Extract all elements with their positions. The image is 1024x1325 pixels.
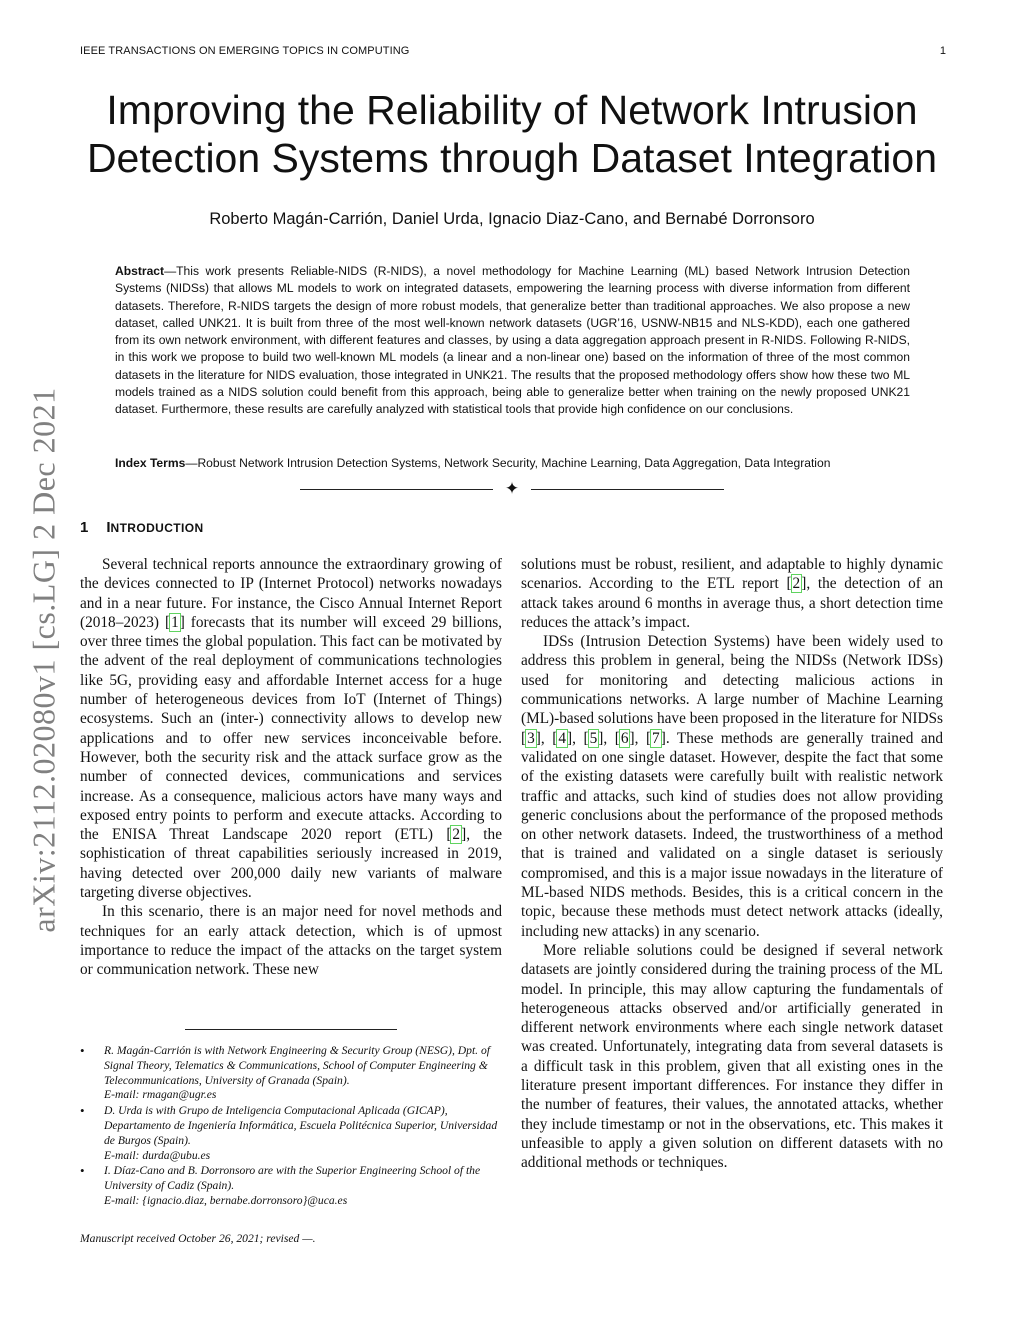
bullet-icon: • [80, 1043, 85, 1058]
section-title-rest: NTRODUCTION [110, 521, 204, 535]
title-line-2: Detection Systems through Dataset Integration [86, 135, 938, 181]
section-heading-introduction [80, 519, 204, 536]
citation-link[interactable]: 1 [171, 613, 179, 631]
abstract-label: Abstract [115, 264, 165, 278]
citation-separator: , [634, 729, 646, 747]
abstract [115, 263, 910, 419]
footnote-email: E-mail: rmagan@ugr.es [104, 1088, 217, 1102]
index-terms-text: —Robust Network Intrusion Detection Systems, Network Security, Machine Learning, Data Aggregation, Data Integration [185, 456, 831, 470]
footnote-item [80, 1104, 502, 1163]
footnote-email: E-mail: durda@ubu.es [104, 1148, 211, 1162]
paragraph: In this scenario, there is an major need for novel methods and techniques for an early attack detection, which is of upmost importance to reduce the impact of the attacks on the target system or communication network. These new [80, 903, 502, 979]
citation-link[interactable]: 3 [527, 729, 535, 747]
citation-link[interactable]: 2 [452, 826, 461, 844]
index-terms [115, 455, 910, 472]
paragraph: More reliable solutions could be designed if several network datasets are jointly considered during the training process of the ML model. In principle, this may allow capturing the fundamentals of heterogeneous attacks observed and/or artificially generated in different network environments where each single network dataset was created. Unfortunately, integrating data from several datasets is a difficult task in this problem, given that all existing ones in the literature present important differences. For instance they differ in the number of features, their values, the annotated attacks, whether they include timestamp or not in the observations, etc. This makes it unfeasible to apply a given solution on different datasets with no additional methods or techniques. [521, 941, 943, 1172]
index-terms-label: Index Terms [115, 456, 186, 470]
paragraph: Several technical reports announce the extraordinary growing of the devices connected to IP (Internet Protocol) networks nowadays and in a near future. For instance, the Cisco Annual Internet Report (2018–2023) [1] forecasts that its number will exceed 29 billions, over three times the global population. This fact can be motivated by the advent of the real deployment of communications technologies like 5G, providing easy and affordable Internet access for a huge number of heterogeneous devices from IoT (Internet of Things) ecosystems. Such an (inter-) connectivity allows to develop new applications and to offer new services inconceivable before. However, both the security risk and the attack surface grow as the number of connected devices, communications and services increase. As a consequence, malicious actors have many ways and exposed entry points to perform and execute attacks. According to the ENISA Threat Landscape 2020 report (ETL) [2], the sophistication of threat capabilities seriously increased in 2019, having detected over 200,000 daily new variants of malware targeting diverse objectives. [80, 556, 502, 902]
left-column [80, 555, 502, 980]
author-list: Roberto Magán-Carrión, Daniel Urda, Ignacio Diaz-Cano, and Bernabé Dorronsoro [209, 210, 815, 228]
citation-link[interactable]: 5 [589, 729, 598, 747]
diamond-ornament-icon: ✦ [504, 479, 520, 498]
paragraph: solutions must be robust, resilient, and adaptable to highly dynamic scenarios. According to the ETL report [2], the detection of an attack takes around 6 months in average thus, a short detection time reduces the attack’s impact. [521, 556, 943, 631]
paragraph-text: Several technical reports announce the extraordinary growing of the devices connected to IP (Internet Protocol) networks nowadays and in a near future. For instance, the Cisco Annual Internet Report (2018–2023) [80, 556, 502, 631]
footnote-item [80, 1044, 502, 1103]
paragraph-text: forecasts that its number will exceed 29 billions, over three times the global population. This fact can be motivated by the advent of the real deployment of communications technologies like 5G, providing easy and affordable Internet access for a huge number of heterogeneous devices from IoT (Internet of Things) ecosystems. Such an (inter-) connectivity allows to develop new applications and to offer new services inconceivable before. However, both the security risk and the attack surface grow as the number of connected devices, communications and services increase. As a consequence, malicious actors have many ways and exposed entry points to perform and execute attacks. According to the ENISA Threat Landscape 2020 report (ETL) [80, 613, 502, 844]
page-number: 1 [939, 45, 946, 57]
title-line-1: Improving the Reliability of Network Intrusion [106, 87, 918, 133]
footnote-text: I. Díaz-Cano and B. Dorronsoro are with the Superior Engineering School of the University of Cadiz (Spain). [104, 1164, 481, 1193]
paragraph-text: solutions must be robust, resilient, and adaptable to highly dynamic scenarios. According to the ETL report [521, 556, 943, 593]
citation-link[interactable]: 4 [558, 729, 566, 747]
manuscript-received-note: Manuscript received October 26, 2021; revised —. [80, 1232, 316, 1245]
paragraph-text: , the sophistication of threat capabilities seriously increased in 2019, having detected over 200,000 daily new variants of malware targeting diverse objectives. [80, 826, 502, 902]
running-head-journal: IEEE TRANSACTIONS ON EMERGING TOPICS IN COMPUTING [80, 45, 410, 57]
paragraph: IDSs (Intrusion Detection Systems) have been widely used to address this problem in general, being the NIDSs (Network IDSs) used for monitoring and detecting malicious actions in communications networks. A large number of Machine Learning (ML)-based solutions have been proposed in the literature for NIDSs [3], [4], [5], [6], [7]. These methods are generally trained and validated on one single dataset. However, despite the fact that some of the existing datasets were carefully built with realistic network traffic and attacks, such kind of studies does not allow providing generic conclusions about the performance of the proposed methods on other network datasets. Indeed, the trustworthiness of a method that is trained and validated on a single dataset is seriously compromised, and this is a major issue nowadays in the literature of ML-based NIDS methods. Besides, this is a critical concern in the topic, because these methods must detect network attacks (ideally, including new attacks) in any scenario. [521, 633, 944, 940]
bullet-icon: • [80, 1103, 85, 1119]
section-number: 1 [80, 519, 89, 536]
paragraph-text: IDSs (Intrusion Detection Systems) have been widely used to address this problem in general, being the NIDSs (Network IDSs) used for monitoring and detecting malicious actions in communications networks. A large number of Machine Learning (ML)-based solutions have been proposed in the literature for NIDSs [521, 633, 943, 728]
author-affiliation-footnotes [80, 1044, 502, 1210]
paper-title [0, 86, 1024, 182]
section-divider [300, 481, 724, 499]
paragraph-text: , the detection of an attack takes around 6 months in average thus, a short detection time reduces the attack’s impact. [521, 575, 943, 631]
citation-separator: , [540, 729, 553, 747]
citation-separator: , [603, 729, 615, 747]
citation-link[interactable]: 2 [792, 575, 801, 593]
footnote-rule [185, 1029, 397, 1030]
citation-link[interactable]: 6 [620, 729, 629, 747]
citation-link[interactable]: 7 [652, 729, 660, 747]
arxiv-identifier-stamp: arXiv:2112.02080v1 [cs.LG] 2 Dec 2021 [25, 387, 62, 933]
citation-separator: , [572, 729, 584, 747]
footnote-email: E-mail: {ignacio.diaz, bernabe.dorronsoro}@uca.es [104, 1193, 348, 1207]
divider-rule-right [531, 489, 724, 490]
abstract-text: —This work presents Reliable-NIDS (R-NIDS), a novel methodology for Machine Learning (ML) based Network Intrusion Detection Systems (NIDSs) that allows ML models to work on integrated datasets, empowering the learning process with diverse information from different datasets. Therefore, R-NIDS targets the design of more robust models, that generalize better than traditional approaches. We also propose a new dataset, called UNK21. It is built from three of the most well-known network datasets (UGR’16, USNW-NB15 and NLS-KDD), each one gathered from its own network environment, with different features and classes, by using a data aggregation approach present in R-NIDS. Following R-NIDS, in this work we propose to build two well-known ML models (a linear and a non-linear one) based on the information of three of the most common datasets in the literature for NIDS evaluation, those integrated in UNK21. The results that the proposed methodology offers show how these two ML models trained as a NIDS solution could benefit from this approach, being able to generalize better when training on the newly proposed UNK21 dataset. Furthermore, these results are carefully analyzed with statistical tools that provide high confidence on our conclusions. [115, 264, 910, 417]
right-column [521, 555, 943, 1173]
footnote-text: R. Magán-Carrión is with Network Engineering & Security Group (NESG), Dpt. of Signal Theory, Telematics & Communications, School of Computer Engineering & Telecommunications, University of Granada (Spain). [104, 1044, 491, 1087]
section-title-initial: I [106, 519, 111, 536]
footnote-item [80, 1164, 502, 1208]
footnote-text: D. Urda is with Grupo de Inteligencia Computacional Aplicada (GICAP), Departamento de Ingeniería Informática, Escuela Politécnica Superior, Universidad de Burgos (Spain). [104, 1104, 498, 1147]
paragraph-text: . These methods are generally trained and validated on one single dataset. However, despite the fact that some of the existing datasets were carefully built with realistic network traffic and attacks, such kind of studies does not allow providing generic conclusions about the performance of the proposed methods on other network datasets. Indeed, the trustworthiness of a method that is trained and validated on a single dataset is seriously compromised, and this is a major issue nowadays in the literature of ML-based NIDS methods. Besides, this is a critical concern in the topic, because these methods must detect network attacks (ideally, including new attacks) in any scenario. [521, 729, 944, 940]
bullet-icon: • [80, 1163, 85, 1179]
